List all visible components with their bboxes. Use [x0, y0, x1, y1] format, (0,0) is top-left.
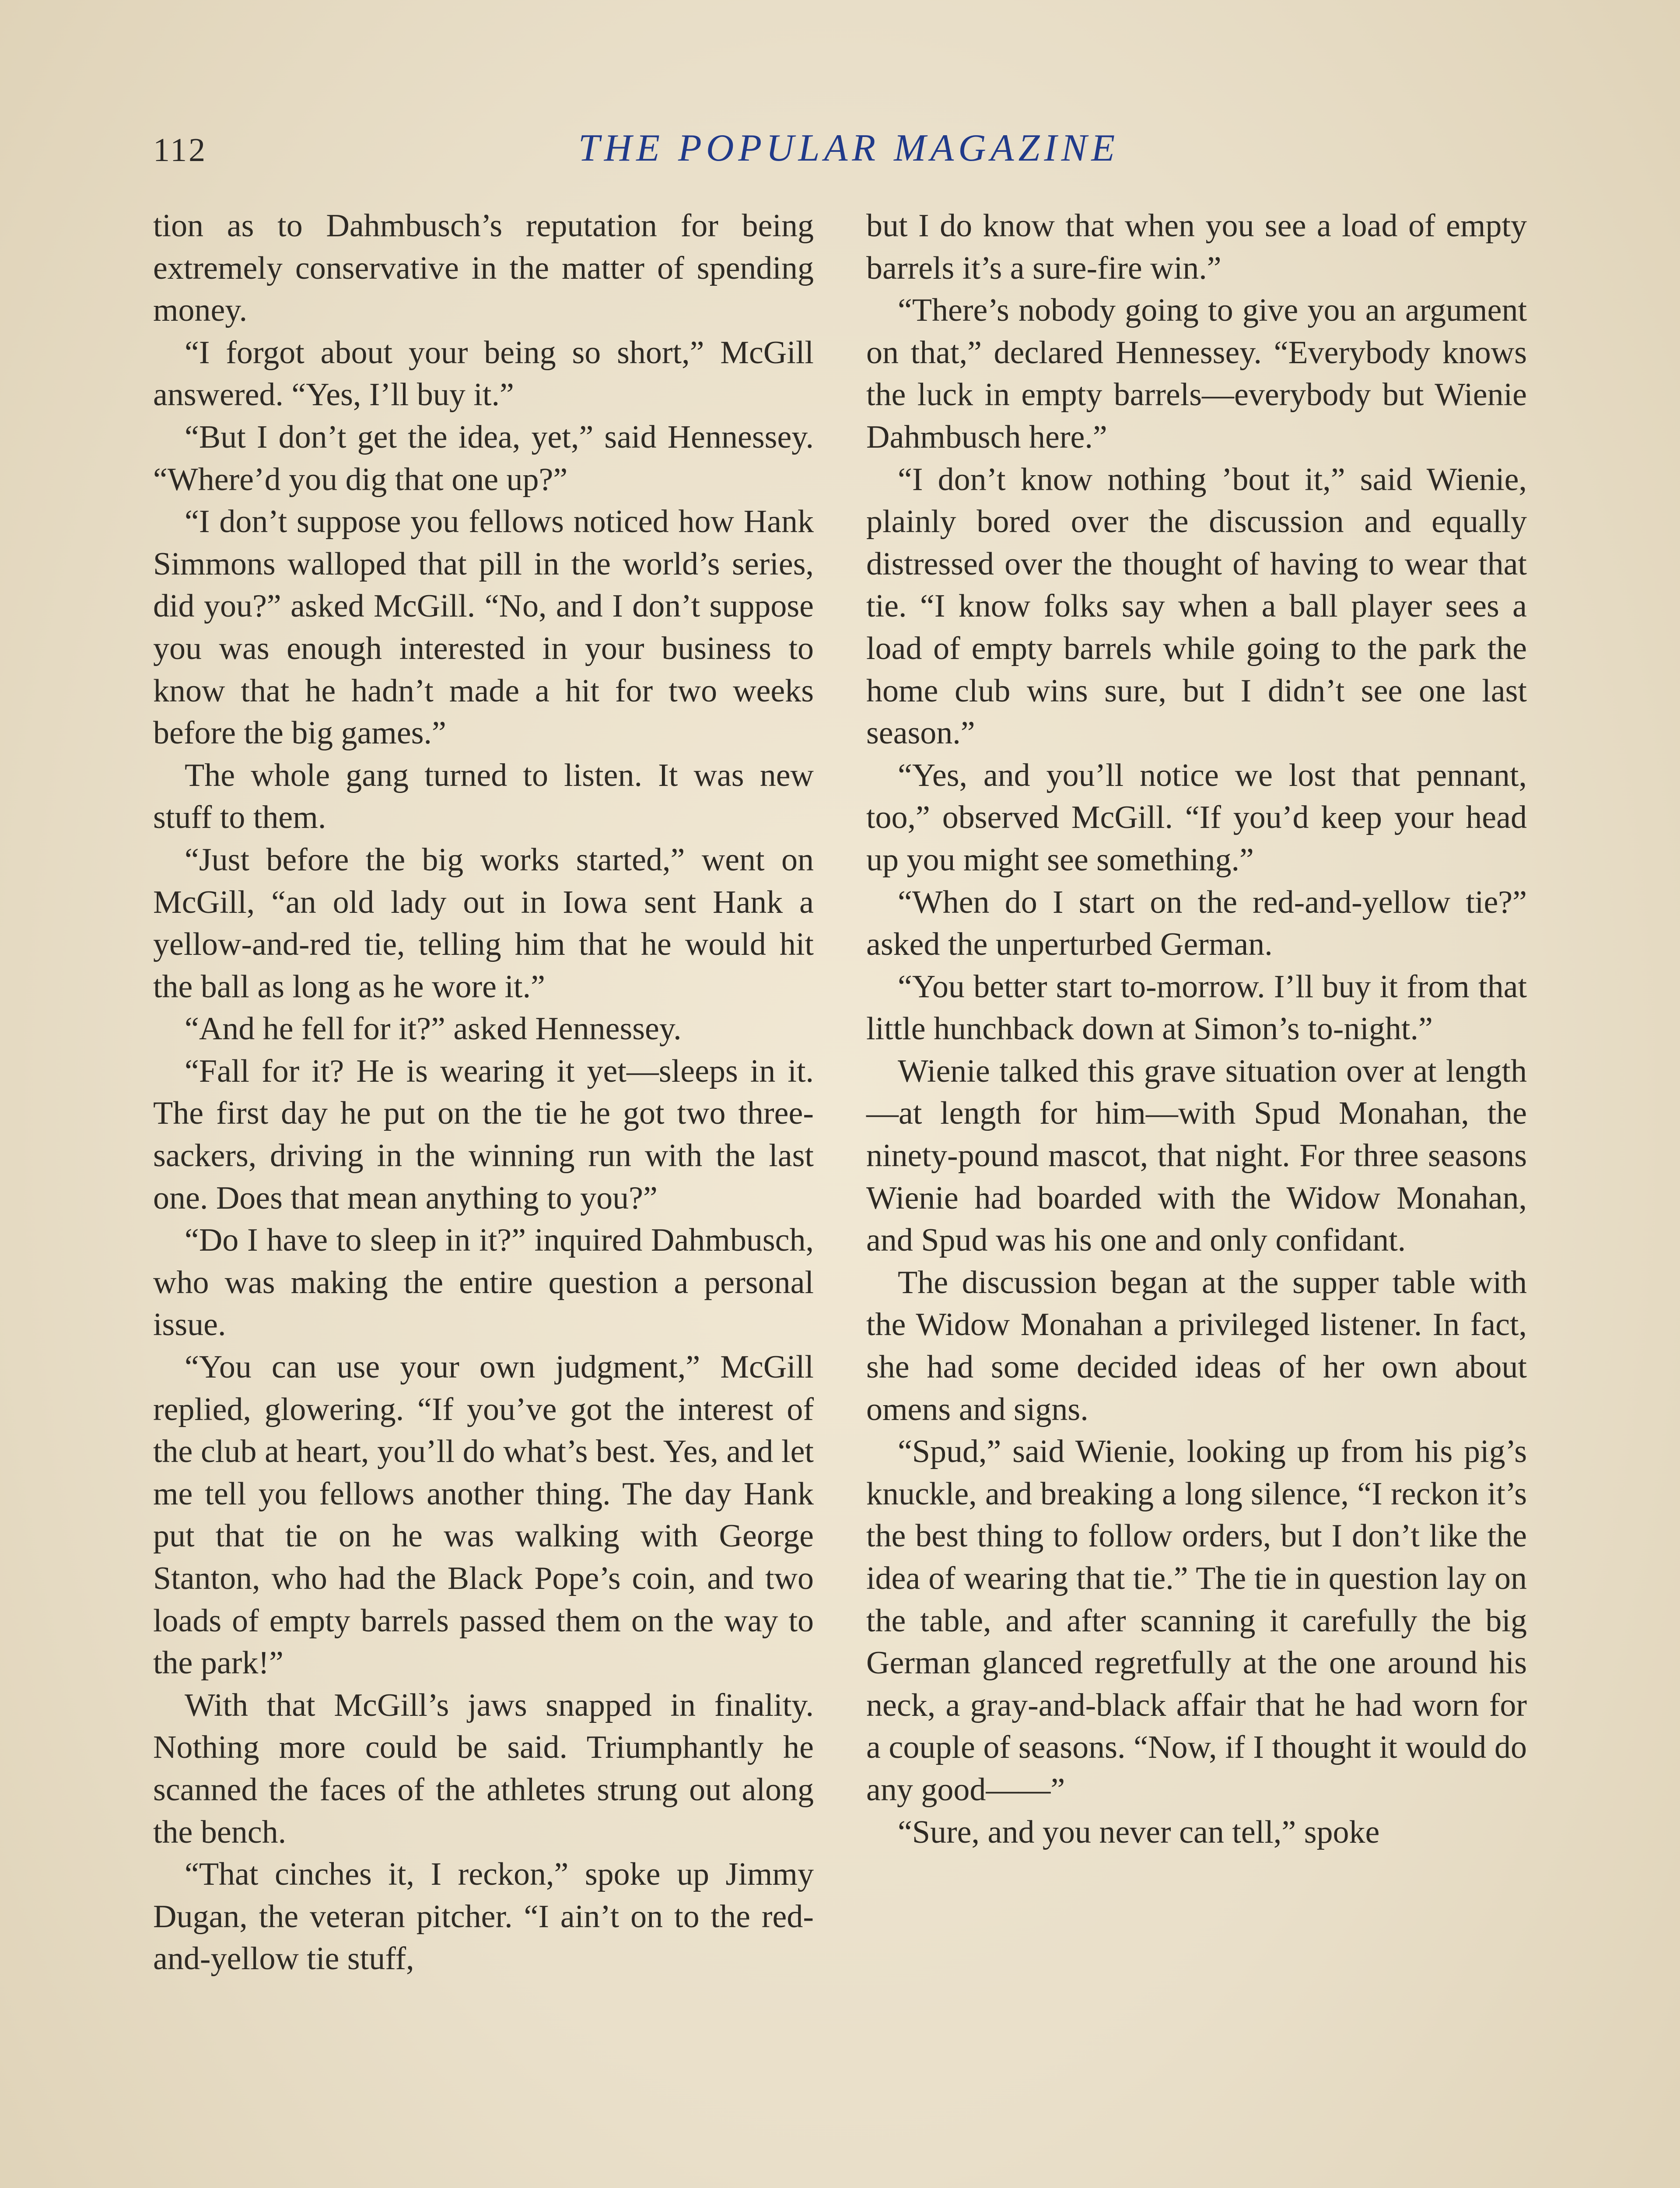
paragraph: “But I don’t get the idea, yet,” said Hennessey. “Where’d you dig that one up?”	[153, 419, 814, 498]
paragraph: With that McGill’s jaws snapped in finality. Nothing more could be said. Triumphantly he scanned the faces of the athletes strung out along the bench.	[153, 1687, 814, 1850]
right-column	[866, 205, 1527, 1853]
paragraph: “You better start to-morrow. I’ll buy it from that little hunchback down at Simon’s to-night.”	[866, 968, 1527, 1047]
paragraph: “Sure, and you never can tell,” spoke	[898, 1814, 1380, 1850]
paragraph: “I don’t know nothing ’bout it,” said Wienie, plainly bored over the discussion and equally distressed over the thought of having to wear that tie. “I know folks say when a ball player sees a load of empty barrels while going to the park the home club wins sure, but I didn’t see one last season.”	[866, 461, 1527, 751]
left-column	[153, 205, 814, 1980]
paragraph: “Fall for it? He is wearing it yet—sleeps in it. The first day he put on the tie he got two three-sackers, driving in the winning run with the last one. Does that mean anything to you?”	[153, 1053, 814, 1216]
paragraph: Wienie talked this grave situation over at length—at length for him—with Spud Monahan, the ninety-pound mascot, that night. For three seasons Wienie had boarded with the Widow Monahan, and Spud was his one and only confidant.	[866, 1053, 1527, 1259]
paragraph: “Yes, and you’ll notice we lost that pennant, too,” observed McGill. “If you’d keep your head up you might see something.”	[866, 757, 1527, 878]
paragraph: The discussion began at the supper table with the Widow Monahan a privileged listener. In fact, she had some decided ideas of her own about omens and signs.	[866, 1264, 1527, 1427]
paragraph: “Do I have to sleep in it?” inquired Dahmbusch, who was making the entire question a personal issue.	[153, 1222, 814, 1343]
paragraph: “Spud,” said Wienie, looking up from his pig’s knuckle, and breaking a long silence, “I reckon it’s the best thing to follow orders, but I don’t like the idea of wearing that tie.” The tie in question lay on the table, and after scanning it carefully the big German glanced regretfully at the one around his neck, a gray-and-black affair that he had worn for a couple of seasons. “Now, if I thought it would do any good——”	[866, 1434, 1527, 1808]
paragraph: “When do I start on the red-and-yellow tie?” asked the unperturbed German.	[866, 884, 1527, 963]
paragraph: “Just before the big works started,” went on McGill, “an old lady out in Iowa sent Hank a yellow-and-red tie, telling him that he would hit the ball as long as he wore it.”	[153, 842, 814, 1005]
paragraph: “There’s nobody going to give you an argument on that,” declared Hennessey. “Everybody knows the luck in empty barrels—everybody but Wienie Dahmbusch here.”	[866, 292, 1527, 455]
paragraph: “That cinches it, I reckon,” spoke up Jimmy Dugan, the veteran pitcher. “I ain’t on to the red-and-yellow tie stuff,	[153, 1856, 814, 1977]
paragraph: “I forgot about your being so short,” McGill answered. “Yes, I’ll buy it.”	[153, 334, 814, 413]
paragraph: “And he fell for it?” asked Hennessey.	[185, 1011, 682, 1047]
page-header	[153, 127, 1544, 184]
paragraph: The whole gang turned to listen. It was new stuff to them.	[153, 757, 814, 836]
paragraph: “You can use your own judgment,” McGill replied, glowering. “If you’ve got the interest of the club at heart, you’ll do what’s best. Yes, and let me tell you fellows another thing. The day Hank put that tie on he was walking with George Stanton, who had the Black Pope’s coin, and two loads of empty barrels passed them on the way to the park!”	[153, 1349, 814, 1681]
paragraph: “I don’t suppose you fellows noticed how Hank Simmons walloped that pill in the world’s series, did you?” asked McGill. “No, and I don’t suppose you was enough interested in your business to know that he hadn’t made a hit for two weeks before the big games.”	[153, 504, 814, 751]
magazine-title: THE POPULAR MAGAZINE	[578, 127, 1120, 169]
paragraph: tion as to Dahmbusch’s reputation for being extremely conservative in the matter of spending money.	[153, 208, 814, 329]
paragraph: but I do know that when you see a load of empty barrels it’s a sure-fire win.”	[866, 208, 1527, 286]
page-number: 112	[153, 132, 207, 168]
